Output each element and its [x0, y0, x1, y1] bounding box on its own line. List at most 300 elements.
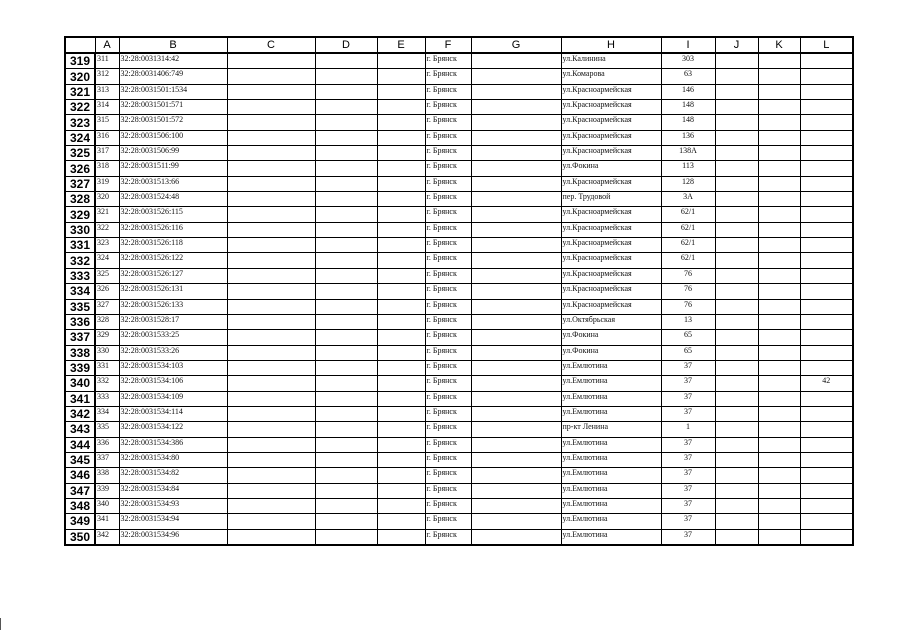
cell-c[interactable]	[227, 452, 315, 467]
cell-h[interactable]: ул.Фокина	[561, 161, 661, 176]
cell-h[interactable]: ул.Фокина	[561, 330, 661, 345]
cell-k[interactable]	[758, 360, 800, 375]
column-header[interactable]: B	[119, 37, 227, 53]
cell-h[interactable]: ул.Емлютина	[561, 360, 661, 375]
row-number[interactable]: 339	[65, 360, 95, 375]
cell-g[interactable]	[471, 268, 561, 283]
cell-j[interactable]	[715, 498, 758, 513]
cell-i[interactable]: 146	[661, 84, 715, 99]
cell-f[interactable]: г. Брянск	[425, 146, 471, 161]
cell-i[interactable]: 62/1	[661, 222, 715, 237]
cell-f[interactable]: г. Брянск	[425, 314, 471, 329]
cell-a[interactable]: 333	[95, 391, 119, 406]
cell-j[interactable]	[715, 514, 758, 529]
cell-a[interactable]: 335	[95, 422, 119, 437]
cell-k[interactable]	[758, 146, 800, 161]
row-number[interactable]: 340	[65, 376, 95, 391]
cell-d[interactable]	[315, 529, 377, 545]
cell-h[interactable]: ул.Красноармейская	[561, 115, 661, 130]
cell-g[interactable]	[471, 130, 561, 145]
cell-i[interactable]: 138А	[661, 146, 715, 161]
cell-b[interactable]: 32:28:0031314:42	[119, 53, 227, 69]
cell-l[interactable]	[800, 238, 853, 253]
cell-f[interactable]: г. Брянск	[425, 176, 471, 191]
cell-g[interactable]	[471, 376, 561, 391]
cell-h[interactable]: пр-кт Ленина	[561, 422, 661, 437]
cell-h[interactable]: ул.Емлютина	[561, 483, 661, 498]
cell-k[interactable]	[758, 422, 800, 437]
cell-f[interactable]: г. Брянск	[425, 284, 471, 299]
cell-a[interactable]: 321	[95, 207, 119, 222]
cell-b[interactable]: 32:28:0031526:127	[119, 268, 227, 283]
cell-d[interactable]	[315, 483, 377, 498]
cell-d[interactable]	[315, 468, 377, 483]
cell-b[interactable]: 32:28:0031534:109	[119, 391, 227, 406]
cell-k[interactable]	[758, 376, 800, 391]
cell-a[interactable]: 339	[95, 483, 119, 498]
cell-l[interactable]	[800, 53, 853, 69]
column-header[interactable]: L	[800, 37, 853, 53]
row-number[interactable]: 345	[65, 452, 95, 467]
cell-h[interactable]: ул.Красноармейская	[561, 299, 661, 314]
cell-b[interactable]: 32:28:0031513:66	[119, 176, 227, 191]
cell-f[interactable]: г. Брянск	[425, 115, 471, 130]
cell-c[interactable]	[227, 238, 315, 253]
cell-l[interactable]	[800, 360, 853, 375]
cell-d[interactable]	[315, 238, 377, 253]
cell-k[interactable]	[758, 53, 800, 69]
cell-h[interactable]: ул.Красноармейская	[561, 222, 661, 237]
cell-h[interactable]: ул.Октябрьская	[561, 314, 661, 329]
cell-l[interactable]	[800, 452, 853, 467]
cell-e[interactable]	[377, 406, 425, 421]
cell-h[interactable]: ул.Емлютина	[561, 514, 661, 529]
cell-k[interactable]	[758, 238, 800, 253]
cell-f[interactable]: г. Брянск	[425, 268, 471, 283]
cell-d[interactable]	[315, 115, 377, 130]
cell-g[interactable]	[471, 253, 561, 268]
cell-g[interactable]	[471, 84, 561, 99]
cell-j[interactable]	[715, 422, 758, 437]
row-number[interactable]: 334	[65, 284, 95, 299]
cell-g[interactable]	[471, 192, 561, 207]
cell-k[interactable]	[758, 345, 800, 360]
cell-i[interactable]: 37	[661, 468, 715, 483]
cell-a[interactable]: 319	[95, 176, 119, 191]
row-number[interactable]: 341	[65, 391, 95, 406]
row-number[interactable]: 332	[65, 253, 95, 268]
cell-c[interactable]	[227, 100, 315, 115]
cell-f[interactable]: г. Брянск	[425, 391, 471, 406]
cell-i[interactable]: 62/1	[661, 253, 715, 268]
cell-f[interactable]: г. Брянск	[425, 514, 471, 529]
cell-f[interactable]: г. Брянск	[425, 100, 471, 115]
cell-d[interactable]	[315, 100, 377, 115]
cell-g[interactable]	[471, 498, 561, 513]
cell-h[interactable]: ул.Емлютина	[561, 529, 661, 545]
cell-k[interactable]	[758, 207, 800, 222]
cell-j[interactable]	[715, 360, 758, 375]
cell-e[interactable]	[377, 53, 425, 69]
cell-c[interactable]	[227, 376, 315, 391]
cell-j[interactable]	[715, 222, 758, 237]
cell-e[interactable]	[377, 253, 425, 268]
cell-c[interactable]	[227, 483, 315, 498]
cell-h[interactable]: ул.Емлютина	[561, 391, 661, 406]
row-number[interactable]: 337	[65, 330, 95, 345]
cell-a[interactable]: 311	[95, 53, 119, 69]
cell-b[interactable]: 32:28:0031534:96	[119, 529, 227, 545]
cell-a[interactable]: 315	[95, 115, 119, 130]
cell-l[interactable]	[800, 69, 853, 84]
cell-j[interactable]	[715, 452, 758, 467]
cell-k[interactable]	[758, 253, 800, 268]
cell-g[interactable]	[471, 146, 561, 161]
cell-h[interactable]: ул.Емлютина	[561, 376, 661, 391]
cell-b[interactable]: 32:28:0031533:26	[119, 345, 227, 360]
cell-b[interactable]: 32:28:0031501:1534	[119, 84, 227, 99]
cell-l[interactable]	[800, 146, 853, 161]
cell-j[interactable]	[715, 53, 758, 69]
row-number[interactable]: 321	[65, 84, 95, 99]
cell-j[interactable]	[715, 529, 758, 545]
cell-f[interactable]: г. Брянск	[425, 437, 471, 452]
cell-l[interactable]	[800, 84, 853, 99]
cell-a[interactable]: 334	[95, 406, 119, 421]
cell-d[interactable]	[315, 514, 377, 529]
cell-b[interactable]: 32:28:0031501:571	[119, 100, 227, 115]
cell-i[interactable]: 37	[661, 529, 715, 545]
cell-c[interactable]	[227, 84, 315, 99]
cell-e[interactable]	[377, 483, 425, 498]
column-header[interactable]: I	[661, 37, 715, 53]
cell-f[interactable]: г. Брянск	[425, 452, 471, 467]
cell-i[interactable]: 37	[661, 437, 715, 452]
cell-h[interactable]: пер. Трудовой	[561, 192, 661, 207]
cell-i[interactable]: 3А	[661, 192, 715, 207]
cell-l[interactable]	[800, 330, 853, 345]
cell-l[interactable]	[800, 406, 853, 421]
cell-j[interactable]	[715, 345, 758, 360]
cell-j[interactable]	[715, 284, 758, 299]
cell-e[interactable]	[377, 360, 425, 375]
cell-b[interactable]: 32:28:0031506:99	[119, 146, 227, 161]
cell-j[interactable]	[715, 192, 758, 207]
cell-k[interactable]	[758, 222, 800, 237]
cell-c[interactable]	[227, 161, 315, 176]
cell-h[interactable]: ул.Емлютина	[561, 452, 661, 467]
cell-l[interactable]	[800, 391, 853, 406]
cell-e[interactable]	[377, 284, 425, 299]
cell-d[interactable]	[315, 192, 377, 207]
cell-l[interactable]	[800, 161, 853, 176]
cell-d[interactable]	[315, 176, 377, 191]
cell-f[interactable]: г. Брянск	[425, 498, 471, 513]
cell-e[interactable]	[377, 268, 425, 283]
row-number[interactable]: 335	[65, 299, 95, 314]
cell-b[interactable]: 32:28:0031526:131	[119, 284, 227, 299]
cell-e[interactable]	[377, 130, 425, 145]
cell-b[interactable]: 32:28:0031526:133	[119, 299, 227, 314]
cell-d[interactable]	[315, 360, 377, 375]
cell-a[interactable]: 313	[95, 84, 119, 99]
cell-b[interactable]: 32:28:0031526:116	[119, 222, 227, 237]
cell-k[interactable]	[758, 268, 800, 283]
cell-g[interactable]	[471, 115, 561, 130]
cell-j[interactable]	[715, 437, 758, 452]
cell-g[interactable]	[471, 284, 561, 299]
cell-c[interactable]	[227, 422, 315, 437]
column-header[interactable]: A	[95, 37, 119, 53]
cell-g[interactable]	[471, 69, 561, 84]
cell-l[interactable]	[800, 514, 853, 529]
cell-e[interactable]	[377, 222, 425, 237]
cell-f[interactable]: г. Брянск	[425, 161, 471, 176]
row-number[interactable]: 346	[65, 468, 95, 483]
cell-d[interactable]	[315, 284, 377, 299]
cell-k[interactable]	[758, 483, 800, 498]
cell-l[interactable]	[800, 130, 853, 145]
cell-e[interactable]	[377, 529, 425, 545]
cell-g[interactable]	[471, 345, 561, 360]
cell-d[interactable]	[315, 207, 377, 222]
cell-e[interactable]	[377, 100, 425, 115]
cell-c[interactable]	[227, 391, 315, 406]
cell-f[interactable]: г. Брянск	[425, 345, 471, 360]
cell-f[interactable]: г. Брянск	[425, 130, 471, 145]
cell-d[interactable]	[315, 314, 377, 329]
cell-i[interactable]: 76	[661, 268, 715, 283]
row-number[interactable]: 336	[65, 314, 95, 329]
cell-j[interactable]	[715, 176, 758, 191]
cell-l[interactable]	[800, 345, 853, 360]
cell-a[interactable]: 337	[95, 452, 119, 467]
cell-h[interactable]: ул.Фокина	[561, 345, 661, 360]
cell-a[interactable]: 329	[95, 330, 119, 345]
row-number[interactable]: 344	[65, 437, 95, 452]
cell-j[interactable]	[715, 84, 758, 99]
column-header[interactable]: D	[315, 37, 377, 53]
row-number[interactable]: 325	[65, 146, 95, 161]
cell-d[interactable]	[315, 406, 377, 421]
cell-i[interactable]: 37	[661, 514, 715, 529]
cell-l[interactable]	[800, 299, 853, 314]
cell-k[interactable]	[758, 299, 800, 314]
cell-a[interactable]: 326	[95, 284, 119, 299]
cell-e[interactable]	[377, 115, 425, 130]
cell-g[interactable]	[471, 437, 561, 452]
cell-j[interactable]	[715, 253, 758, 268]
cell-f[interactable]: г. Брянск	[425, 299, 471, 314]
cell-i[interactable]: 303	[661, 53, 715, 69]
cell-a[interactable]: 325	[95, 268, 119, 283]
cell-b[interactable]: 32:28:0031528:17	[119, 314, 227, 329]
cell-c[interactable]	[227, 345, 315, 360]
cell-k[interactable]	[758, 406, 800, 421]
cell-c[interactable]	[227, 192, 315, 207]
cell-e[interactable]	[377, 452, 425, 467]
cell-b[interactable]: 32:28:0031526:118	[119, 238, 227, 253]
cell-i[interactable]: 37	[661, 483, 715, 498]
cell-h[interactable]: ул.Красноармейская	[561, 253, 661, 268]
cell-f[interactable]: г. Брянск	[425, 222, 471, 237]
cell-j[interactable]	[715, 330, 758, 345]
cell-c[interactable]	[227, 314, 315, 329]
row-number[interactable]: 349	[65, 514, 95, 529]
cell-l[interactable]: 42	[800, 376, 853, 391]
cell-b[interactable]: 32:28:0031533:25	[119, 330, 227, 345]
cell-c[interactable]	[227, 330, 315, 345]
cell-f[interactable]: г. Брянск	[425, 192, 471, 207]
column-header[interactable]: E	[377, 37, 425, 53]
cell-a[interactable]: 338	[95, 468, 119, 483]
cell-k[interactable]	[758, 100, 800, 115]
cell-k[interactable]	[758, 130, 800, 145]
cell-g[interactable]	[471, 391, 561, 406]
cell-d[interactable]	[315, 84, 377, 99]
cell-l[interactable]	[800, 284, 853, 299]
cell-h[interactable]: ул.Красноармейская	[561, 84, 661, 99]
cell-l[interactable]	[800, 468, 853, 483]
cell-k[interactable]	[758, 330, 800, 345]
cell-k[interactable]	[758, 69, 800, 84]
cell-d[interactable]	[315, 498, 377, 513]
cell-e[interactable]	[377, 238, 425, 253]
row-number[interactable]: 350	[65, 529, 95, 545]
row-number[interactable]: 328	[65, 192, 95, 207]
cell-f[interactable]: г. Брянск	[425, 238, 471, 253]
cell-e[interactable]	[377, 314, 425, 329]
cell-c[interactable]	[227, 514, 315, 529]
cell-c[interactable]	[227, 53, 315, 69]
cell-i[interactable]: 113	[661, 161, 715, 176]
cell-e[interactable]	[377, 437, 425, 452]
cell-h[interactable]: ул.Красноармейская	[561, 268, 661, 283]
cell-d[interactable]	[315, 161, 377, 176]
cell-c[interactable]	[227, 176, 315, 191]
cell-e[interactable]	[377, 514, 425, 529]
cell-i[interactable]: 1	[661, 422, 715, 437]
cell-l[interactable]	[800, 498, 853, 513]
cell-g[interactable]	[471, 299, 561, 314]
cell-f[interactable]: г. Брянск	[425, 360, 471, 375]
cell-k[interactable]	[758, 192, 800, 207]
cell-a[interactable]: 332	[95, 376, 119, 391]
row-number[interactable]: 330	[65, 222, 95, 237]
cell-e[interactable]	[377, 391, 425, 406]
cell-f[interactable]: г. Брянск	[425, 330, 471, 345]
cell-b[interactable]: 32:28:0031534:94	[119, 514, 227, 529]
row-number[interactable]: 323	[65, 115, 95, 130]
cell-g[interactable]	[471, 483, 561, 498]
cell-h[interactable]: ул.Емлютина	[561, 406, 661, 421]
cell-a[interactable]: 328	[95, 314, 119, 329]
row-number[interactable]: 322	[65, 100, 95, 115]
cell-g[interactable]	[471, 100, 561, 115]
cell-d[interactable]	[315, 222, 377, 237]
cell-f[interactable]: г. Брянск	[425, 253, 471, 268]
cell-g[interactable]	[471, 207, 561, 222]
cell-e[interactable]	[377, 192, 425, 207]
cell-j[interactable]	[715, 100, 758, 115]
cell-i[interactable]: 62/1	[661, 238, 715, 253]
cell-d[interactable]	[315, 130, 377, 145]
column-header[interactable]: K	[758, 37, 800, 53]
cell-a[interactable]: 340	[95, 498, 119, 513]
cell-j[interactable]	[715, 69, 758, 84]
cell-k[interactable]	[758, 314, 800, 329]
row-number[interactable]: 324	[65, 130, 95, 145]
cell-c[interactable]	[227, 498, 315, 513]
cell-h[interactable]: ул.Красноармейская	[561, 238, 661, 253]
cell-i[interactable]: 148	[661, 100, 715, 115]
cell-a[interactable]: 320	[95, 192, 119, 207]
cell-b[interactable]: 32:28:0031406:749	[119, 69, 227, 84]
cell-d[interactable]	[315, 422, 377, 437]
cell-c[interactable]	[227, 69, 315, 84]
cell-i[interactable]: 37	[661, 452, 715, 467]
row-number[interactable]: 338	[65, 345, 95, 360]
cell-a[interactable]: 316	[95, 130, 119, 145]
cell-c[interactable]	[227, 299, 315, 314]
row-number[interactable]: 331	[65, 238, 95, 253]
cell-i[interactable]: 65	[661, 330, 715, 345]
cell-a[interactable]: 336	[95, 437, 119, 452]
cell-e[interactable]	[377, 84, 425, 99]
cell-a[interactable]: 317	[95, 146, 119, 161]
cell-g[interactable]	[471, 514, 561, 529]
row-number[interactable]: 319	[65, 53, 95, 69]
cell-e[interactable]	[377, 468, 425, 483]
cell-b[interactable]: 32:28:0031511:99	[119, 161, 227, 176]
cell-j[interactable]	[715, 268, 758, 283]
cell-g[interactable]	[471, 452, 561, 467]
cell-h[interactable]: ул.Красноармейская	[561, 176, 661, 191]
cell-l[interactable]	[800, 422, 853, 437]
cell-e[interactable]	[377, 207, 425, 222]
cell-d[interactable]	[315, 376, 377, 391]
cell-e[interactable]	[377, 69, 425, 84]
cell-e[interactable]	[377, 176, 425, 191]
cell-a[interactable]: 318	[95, 161, 119, 176]
cell-i[interactable]: 76	[661, 299, 715, 314]
cell-d[interactable]	[315, 437, 377, 452]
row-number[interactable]: 347	[65, 483, 95, 498]
cell-h[interactable]: ул.Комарова	[561, 69, 661, 84]
cell-j[interactable]	[715, 207, 758, 222]
cell-c[interactable]	[227, 406, 315, 421]
cell-c[interactable]	[227, 207, 315, 222]
cell-e[interactable]	[377, 345, 425, 360]
cell-b[interactable]: 32:28:0031534:106	[119, 376, 227, 391]
cell-j[interactable]	[715, 483, 758, 498]
cell-g[interactable]	[471, 468, 561, 483]
cell-c[interactable]	[227, 222, 315, 237]
cell-a[interactable]: 341	[95, 514, 119, 529]
cell-i[interactable]: 37	[661, 360, 715, 375]
cell-c[interactable]	[227, 268, 315, 283]
cell-k[interactable]	[758, 498, 800, 513]
cell-b[interactable]: 32:28:0031534:82	[119, 468, 227, 483]
cell-b[interactable]: 32:28:0031526:122	[119, 253, 227, 268]
cell-g[interactable]	[471, 53, 561, 69]
cell-l[interactable]	[800, 100, 853, 115]
cell-e[interactable]	[377, 299, 425, 314]
cell-i[interactable]: 37	[661, 498, 715, 513]
cell-h[interactable]: ул.Емлютина	[561, 437, 661, 452]
cell-g[interactable]	[471, 529, 561, 545]
cell-f[interactable]: г. Брянск	[425, 69, 471, 84]
